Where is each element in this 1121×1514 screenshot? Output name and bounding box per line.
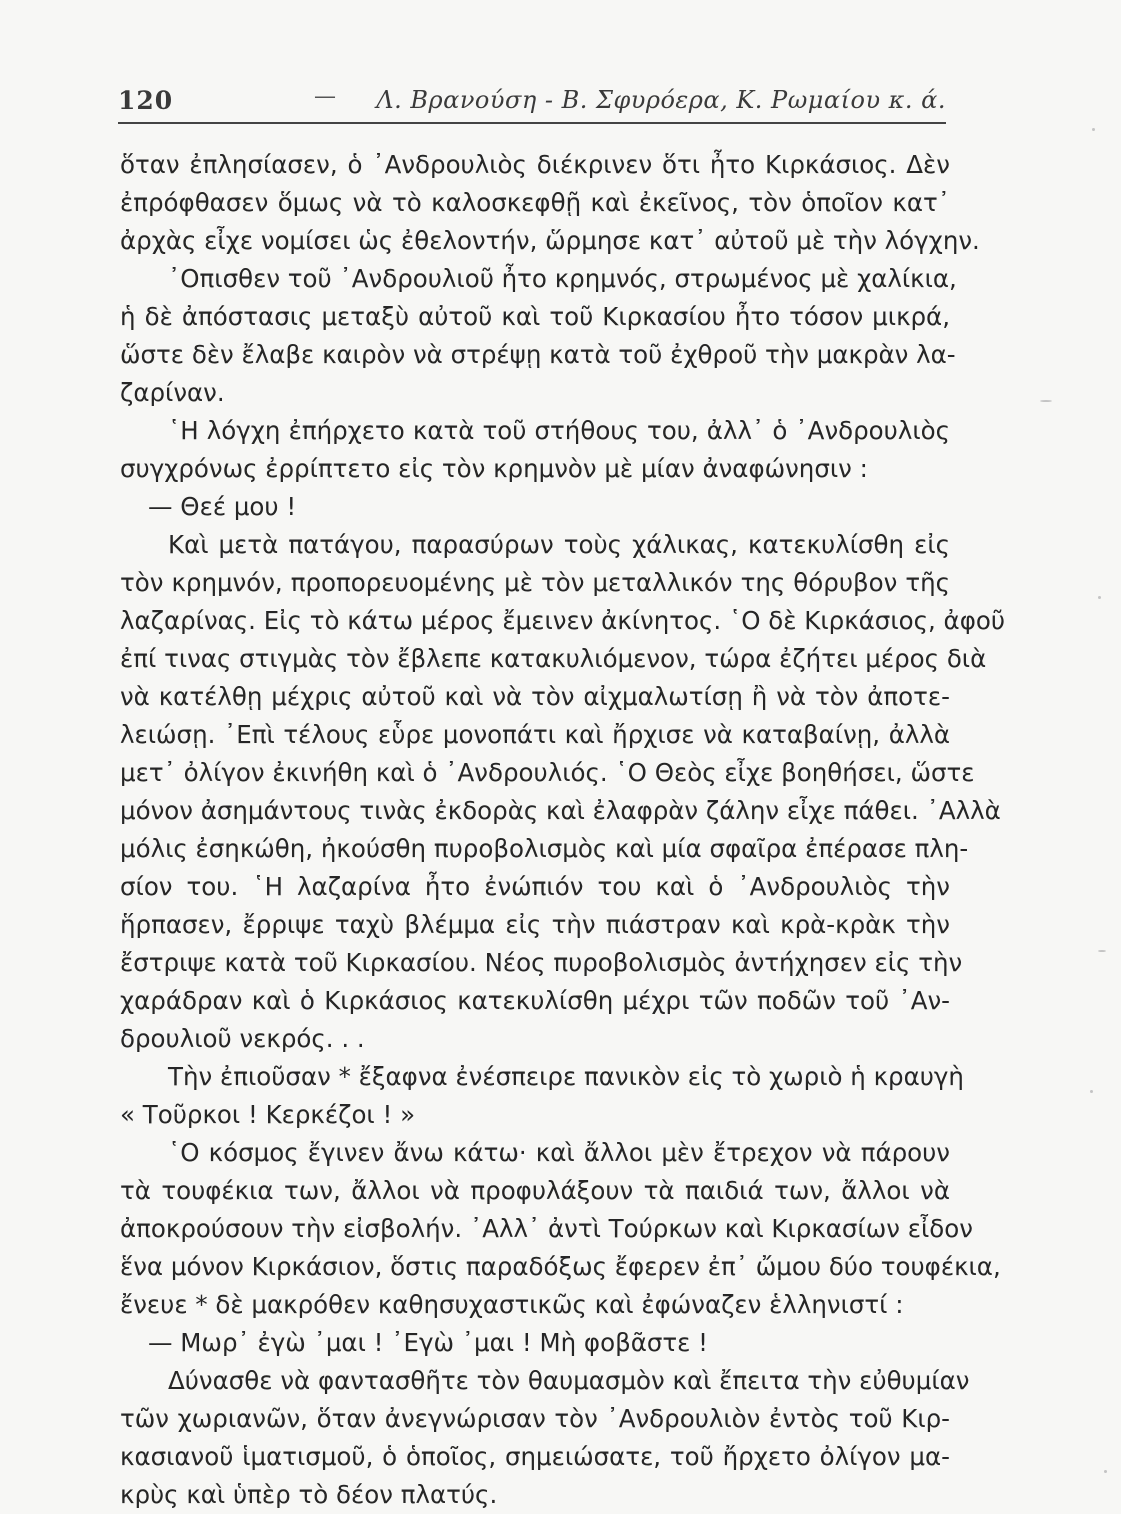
- text-line: ἕνα μόνον Κιρκάσιον, ὅστις παραδόξως ἔφερεν ἐπ᾽ ὤμου δύο τουφέκια,: [120, 1252, 1001, 1281]
- paper-speck: [1092, 128, 1095, 131]
- text-line: χαράδραν καὶ ὁ Κιρκάσιος κατεκυλίσθη μέχρι τῶν ποδῶν τοῦ ᾽Αν-: [120, 986, 950, 1015]
- text-line: τὰ τουφέκια των, ἄλλοι νὰ προφυλάξουν τὰ παιδιά των, ἄλλοι νὰ: [120, 1176, 950, 1205]
- paper-speck: [1098, 950, 1106, 952]
- text-line: ἀποκρούσουν τὴν εἰσβολήν. ᾽Αλλ᾽ ἀντὶ Τούρκων καὶ Κιρκασίων εἶδον: [120, 1214, 973, 1243]
- page-header: [118, 82, 946, 118]
- text-line: τὸν κρημνόν, προπορευομένης μὲ τὸν μεταλλικόν της θόρυβον τῆς: [120, 568, 950, 597]
- text-line: ἐπρόφθασεν ὅμως νὰ τὸ καλοσκεφθῇ καὶ ἐκεῖνος, τὸν ὁποῖον κατ᾽: [120, 188, 950, 217]
- text-line: μετ᾽ ὀλίγον ἐκινήθη καὶ ὁ ᾽Ανδρουλιός. ῾Ο Θεὸς εἶχε βοηθήσει, ὥστε: [120, 758, 975, 787]
- text-line: ζαρίναν.: [120, 378, 225, 407]
- text-line: λαζαρίνας. Εἰς τὸ κάτω μέρος ἔμεινεν ἀκίνητος. ῾Ο δὲ Κιρκάσιος, ἀφοῦ: [120, 606, 1006, 635]
- text-line: Δύνασθε νὰ φαντασθῆτε τὸν θαυμασμὸν καὶ ἔπειτα τὴν εὐθυμίαν: [168, 1366, 970, 1395]
- text-line: σίον του. ῾Η λαζαρίνα ἦτο ἐνώπιόν του καὶ ὁ ᾽Ανδρουλιὸς τὴν: [120, 872, 950, 901]
- text-line: ἡ δὲ ἀπόστασις μεταξὺ αὐτοῦ καὶ τοῦ Κιρκασίου ἦτο τόσον μικρά,: [120, 302, 950, 331]
- text-line: νὰ κατέλθῃ μέχρις αὐτοῦ καὶ νὰ τὸν αἰχμαλωτίσῃ ἢ νὰ τὸν ἀποτε-: [120, 682, 950, 711]
- text-line: ῾Ο κόσμος ἔγινεν ἄνω κάτω· καὶ ἄλλοι μὲν ἔτρεχον νὰ πάρουν: [168, 1138, 950, 1167]
- text-line: Καὶ μετὰ πατάγου, παρασύρων τοὺς χάλικας, κατεκυλίσθη εἰς: [168, 530, 950, 559]
- text-line: ἐπί τινας στιγμὰς τὸν ἔβλεπε κατακυλιόμενον, τώρα ἐζήτει μέρος διὰ: [120, 644, 987, 673]
- text-line: ἔστριψε κατὰ τοῦ Κιρκασίου. Νέος πυροβολισμὸς ἀντήχησεν εἰς τὴν: [120, 948, 963, 977]
- text-line: ἀρχὰς εἶχε νομίσει ὡς ἐθελοντήν, ὥρμησε κατ᾽ αὐτοῦ μὲ τὴν λόγχην.: [120, 226, 980, 255]
- paper-speck: [1040, 400, 1052, 402]
- text-line: « Τοῦρκοι ! Κερκέζοι ! »: [120, 1100, 416, 1129]
- paper-speck: [1098, 596, 1101, 599]
- text-line: ἔνευε * δὲ μακρόθεν καθησυχαστικῶς καὶ ἐφώναζεν ἑλληνιστί :: [120, 1290, 904, 1319]
- text-line: συγχρόνως ἐρρίπτετο εἰς τὸν κρημνὸν μὲ μίαν ἀναφώνησιν :: [120, 454, 868, 483]
- text-line: ὥστε δὲν ἔλαβε καιρὸν νὰ στρέψῃ κατὰ τοῦ ἐχθροῦ τὴν μακρὰν λα-: [120, 340, 956, 369]
- text-line: Τὴν ἐπιοῦσαν * ἔξαφνα ἐνέσπειρε πανικὸν εἰς τὸ χωριὸ ἡ κραυγὴ: [168, 1062, 964, 1091]
- text-line: — Μωρ᾽ ἐγὼ ᾽μαι ! ᾽Εγὼ ᾽μαι ! Μὴ φοβᾶστε !: [148, 1328, 708, 1357]
- text-line: μόνον ἀσημάντους τινὰς ἐκδορὰς καὶ ἐλαφρὰν ζάλην εἶχε πάθει. ᾽Αλλὰ: [120, 796, 1001, 825]
- page-number: 120: [118, 86, 174, 115]
- paper-speck: [1104, 1470, 1107, 1473]
- text-line: ὅταν ἐπλησίασεν, ὁ ᾽Ανδρουλιὸς διέκρινεν ὅτι ἦτο Κιρκάσιος. Δὲν: [120, 150, 950, 179]
- text-line: κασιανοῦ ἱματισμοῦ, ὁ ὁποῖος, σημειώσατε, τοῦ ἤρχετο ὀλίγον μα-: [120, 1442, 950, 1471]
- text-line: ᾽Οπισθεν τοῦ ᾽Ανδρουλιοῦ ἦτο κρημνός, στρωμένος μὲ χαλίκια,: [168, 264, 957, 293]
- text-line: τῶν χωριανῶν, ὅταν ἀνεγνώρισαν τὸν ᾽Ανδρουλιὸν ἐντὸς τοῦ Κιρ-: [120, 1404, 950, 1433]
- text-line: κρὺς καὶ ὑπὲρ τὸ δέον πλατύς.: [120, 1480, 498, 1509]
- text-line: μόλις ἐσηκώθη, ἠκούσθη πυροβολισμὸς καὶ μία σφαῖρα ἐπέρασε πλη-: [120, 834, 969, 863]
- header-rule: [118, 122, 946, 124]
- header-dash: —: [314, 84, 336, 109]
- text-line: ἥρπασεν, ἔρριψε ταχὺ βλέμμα εἰς τὴν πιάστραν καὶ κρὰ-κρὰκ τὴν: [120, 910, 950, 939]
- text-line: λειώσῃ. ᾽Επὶ τέλους εὗρε μονοπάτι καὶ ἤρχισε νὰ καταβαίνῃ, ἀλλὰ: [120, 720, 950, 749]
- paper-speck: [1090, 1090, 1093, 1093]
- running-head: Λ. Βρανούση - Β. Σφυρόερα, Κ. Ρωμαίου κ. ά.: [376, 86, 946, 114]
- text-line: δρουλιοῦ νεκρός. . .: [120, 1024, 365, 1053]
- text-line: ῾Η λόγχη ἐπήρχετο κατὰ τοῦ στήθους του, ἀλλ᾽ ὁ ᾽Ανδρουλιὸς: [168, 416, 950, 445]
- text-line: — Θεέ μου !: [148, 492, 297, 521]
